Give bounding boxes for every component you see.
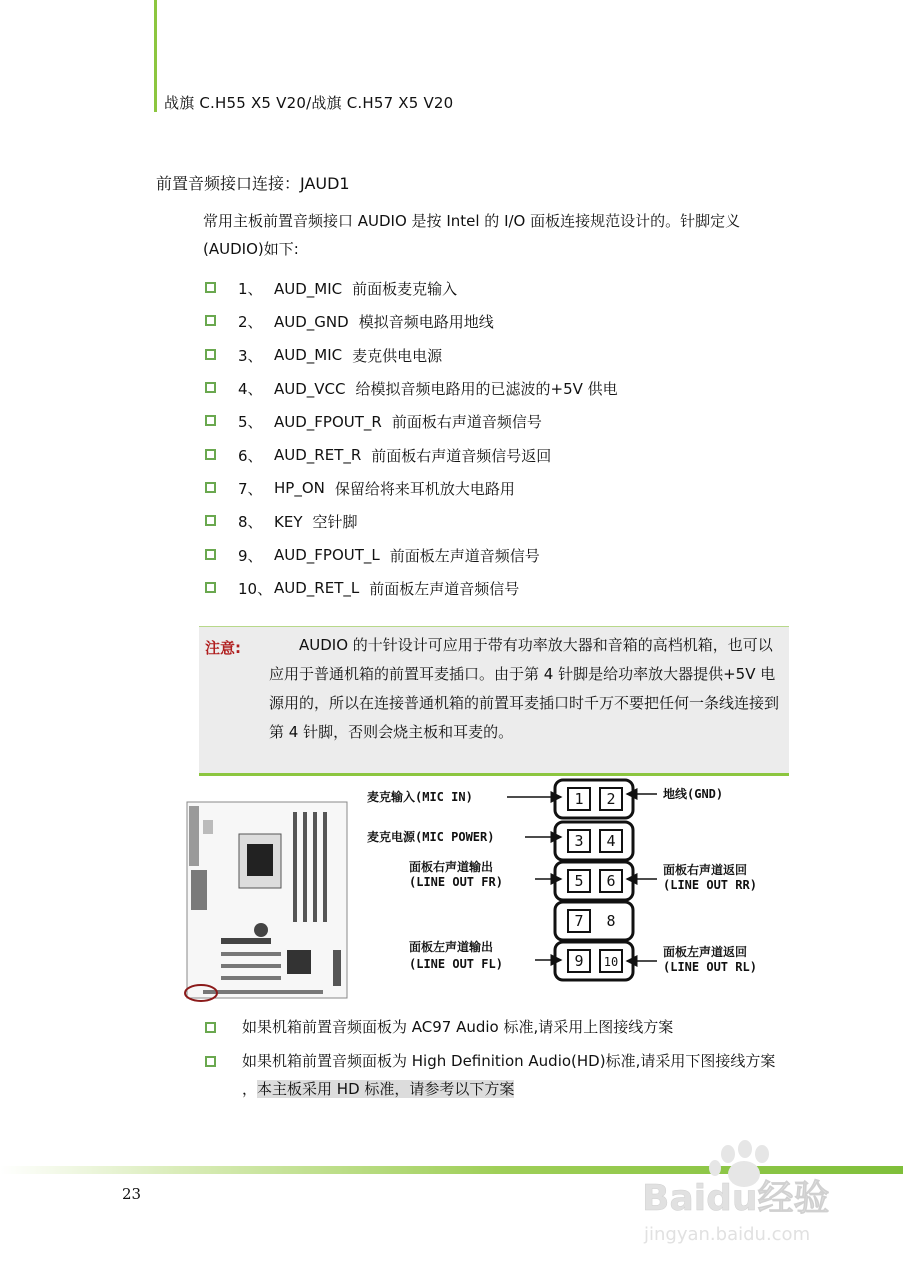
checkbox-bullet-icon [205,282,216,293]
label-line-out-fl-cn: 面板左声道输出 [409,940,494,954]
checkbox-bullet-icon [205,315,216,326]
pin-number: 3、 [238,346,263,365]
page-header: 战旗 C.H55 X5 V20/战旗 C.H57 X5 V20 [164,94,454,112]
motherboard-illustration [183,800,351,1004]
checkbox-bullet-icon [205,382,216,393]
pin-number: 1、 [238,280,263,299]
list-item [205,405,618,438]
pin-number: 10、 [238,579,273,598]
pin-1-label: 1 [574,790,584,808]
checkbox-bullet-icon [205,549,216,560]
note-label: 注意: [205,639,241,657]
list-item [205,438,618,471]
label-mic-in: 麦克输入(MIC IN) [367,790,473,804]
label-line-out-rr-cn: 面板右声道返回 [663,863,748,877]
pin-code: AUD_RET_R [274,446,362,465]
list-item [205,472,618,505]
pin-number: 4、 [238,380,263,399]
intro-paragraph: 常用主板前置音频接口 AUDIO 是按 Intel 的 I/O 面板连接规范设计的。针脚定义(AUDIO)如下: [203,212,741,258]
pin-number: 2、 [238,313,263,332]
pin-desc: 前面板左声道音频信号 [389,546,540,565]
bullet-text-wrap [242,1047,795,1103]
pin-desc: 保留给将来耳机放大电路用 [334,479,515,498]
bullet-text: 如果机箱前置音频面板为 AC97 Audio 标准,请采用上图接线方案 [242,1018,674,1036]
pin-number: 5、 [238,413,263,432]
list-item [205,272,618,305]
pin-desc: 空针脚 [312,513,358,532]
label-line-out-fl-en: (LINE OUT FL) [409,957,503,971]
pin-number: 9、 [238,546,263,565]
baidu-watermark [640,1140,880,1255]
checkbox-bullet-icon [205,515,216,526]
highlighted-text: 本主板采用 HD 标准，请参考以下方案 [257,1080,515,1098]
list-item [205,305,618,338]
pin-desc: 前面板左声道音频信号 [369,579,520,598]
pin-code: AUD_MIC [274,279,343,298]
watermark-brand: Baidu经验 [642,1178,830,1219]
pin-number: 6、 [238,446,263,465]
watermark-url: jingyan.baidu.com [644,1224,811,1245]
pin-desc: 前面板麦克输入 [352,280,458,299]
audio-pin-diagram [365,778,785,988]
pin-code: AUD_VCC [274,379,346,398]
pin-desc: 给模拟音频电路用的已滤波的+5V 供电 [355,380,618,399]
label-line-out-rl-cn: 面板左声道返回 [663,945,748,959]
pin-block-7-8 [555,902,633,940]
pin-desc: 模拟音频电路用地线 [358,313,494,332]
pin-7-label: 7 [574,912,584,930]
pin-code: AUD_FPOUT_L [274,546,380,565]
list-item [205,372,618,405]
warning-note [199,626,789,776]
pin-3-label: 3 [574,832,584,850]
pin-code: HP_ON [274,479,325,498]
pin-code: AUD_MIC [274,346,343,365]
pin-list [205,272,618,605]
pin-4-label: 4 [606,832,616,850]
pin-code: AUD_RET_L [274,579,360,598]
pin-9-label: 9 [574,952,584,970]
checkbox-bullet-icon [205,449,216,460]
list-item [205,1047,795,1103]
pin-8-label: 8 [606,912,616,930]
checkbox-bullet-icon [205,415,216,426]
label-line-out-fr-cn: 面板右声道输出 [409,860,494,874]
pin-number: 7、 [238,479,263,498]
pin-code: KEY [274,512,303,531]
page-number: 23 [122,1185,142,1203]
pin-code: AUD_GND [274,312,349,331]
bullet-text: 如果机箱前置音频面板为 High Definition Audio(HD)标准,请采用下图接线方案 ， [242,1052,776,1098]
note-text: AUDIO 的十针设计可应用于带有功率放大器和音箱的高档机箱，也可以应用于普通机箱的前置耳麦插口。由于第 4 针脚是给功率放大器提供+5V 电源用的，所以在连接普通机箱的前置耳麦插口时千万不要把任何一条线连接到第 4 针脚，否则会烧主板和耳麦的。 [269,636,780,741]
checkbox-bullet-icon [205,1056,216,1067]
checkbox-bullet-icon [205,349,216,360]
pin-desc: 前面板右声道音频信号返回 [371,446,552,465]
pin-number: 8、 [238,513,263,532]
label-line-out-rl-en: (LINE OUT RL) [663,960,757,974]
checkbox-bullet-icon [205,1022,216,1033]
list-item [205,1013,795,1041]
pin-desc: 前面板右声道音频信号 [391,413,542,432]
header-accent-line [154,0,157,112]
checkbox-bullet-icon [205,482,216,493]
pin-desc: 麦克供电电源 [352,346,443,365]
checkbox-bullet-icon [205,582,216,593]
label-gnd: 地线(GND) [663,787,724,801]
pin-code: AUD_FPOUT_R [274,412,382,431]
list-item [205,538,618,571]
section-title: 前置音频接口连接：JAUD1 [156,174,350,193]
list-item [205,572,618,605]
label-mic-power: 麦克电源(MIC POWER) [367,830,495,844]
pin-2-label: 2 [606,790,616,808]
list-item [205,505,618,538]
pin-6-label: 6 [606,872,616,890]
pin-10-label: 10 [603,955,619,969]
list-item [205,339,618,372]
pin-5-label: 5 [574,872,584,890]
label-line-out-rr-en: (LINE OUT RR) [663,878,757,892]
label-line-out-fr-en: (LINE OUT FR) [409,875,503,889]
